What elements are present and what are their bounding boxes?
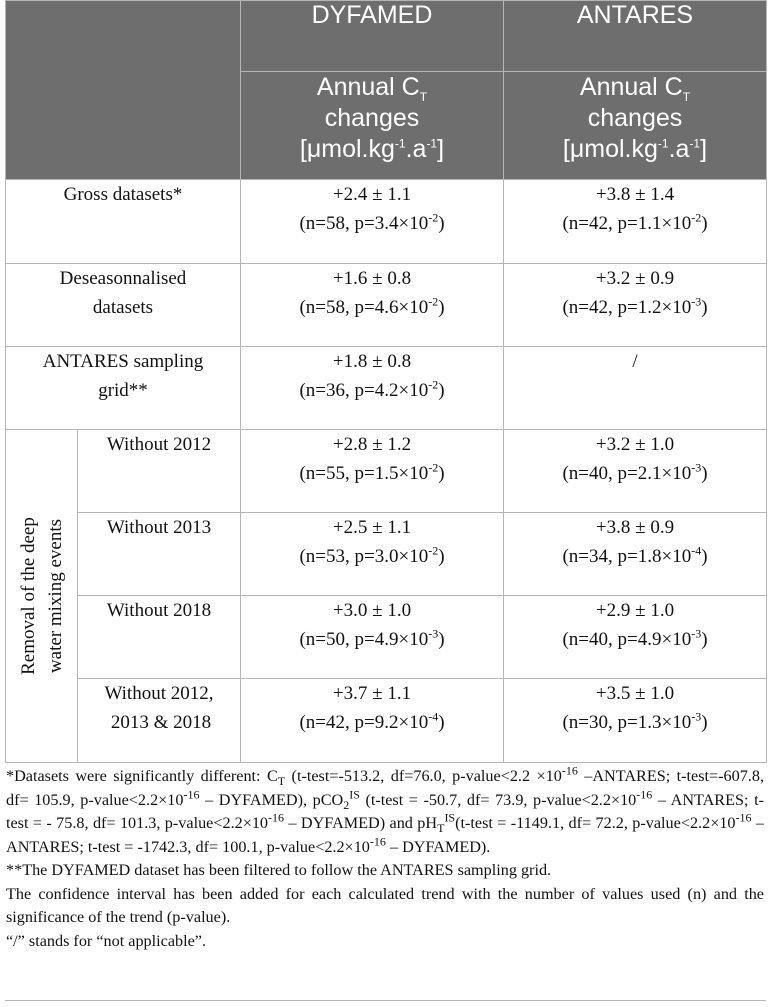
cell-antares: +2.9 ± 1.0 (n=40, $p=4.9\times 10^{-3}$): [504, 596, 767, 679]
group-label-vertical: Removal of the deep water mixing events: [6, 430, 78, 763]
table-row-without-2013: [6, 513, 767, 596]
row-label: Without 2018: [78, 596, 241, 679]
bottom-rule: [5, 1000, 766, 1001]
table-row-without-2018: [6, 596, 767, 679]
ct-trend-table: [5, 0, 767, 763]
cell-antares: +3.5 ± 1.0 (n=30, $p=1.3\times 10^{-3}$): [504, 679, 767, 763]
header-row-sites: [6, 1, 767, 72]
cell-antares: +3.2 ± 0.9 (n=42, $p=1.2\times 10^{-3}$): [504, 264, 767, 347]
cell-dyfamed: +1.8 ± 0.8 (n=36, $p=4.2\times 10^{-2}$): [241, 347, 504, 430]
header-corner: [6, 1, 241, 180]
header-dyfamed: DYFAMED: [241, 1, 504, 72]
footnote-significance: *Datasets were significantly different: $C_T$ (t-test=-513.2, df=76.0, p-value<2.2 $\times 10^{-16}$ –ANTARES; t-test=-607.8, df= 105.9, $p-value<2.2\times 10^{-16}$ – DYFAMED), pCO$_2^{IS}$ (t-test = -50.7, df= 73.9, $p-value<2.2\times 10^{-16}$ – ANTARES; t-test = - 75.8, df= 101.3, $p-value<2.2\times 10^{-16}$ – DYFAMED) and $pH_T^{IS}(t$-test = -1149.1, df= 72.2, $p-value<2.2\times 10^{-16}$ – ANTARES; t-test = -1742.3, df= 100.1, $p-value<2.2\times 10^{-16}$ – DYFAMED).: [6, 763, 765, 856]
cell-dyfamed: +2.8 ± 1.2 (n=55, $p=1.5\times 10^{-2}$): [241, 430, 504, 513]
cell-dyfamed: +2.4 ± 1.1 (n=58, $p=3.4\times 10^{-2}$): [241, 180, 504, 264]
row-label: Without 2012: [78, 430, 241, 513]
cell-dyfamed: +3.7 ± 1.1 (n=42, $p=9.2\times 10^{-4}$): [241, 679, 504, 763]
cell-dyfamed: +2.5 ± 1.1 (n=53, $p=3.0\times 10^{-2}$): [241, 513, 504, 596]
cell-antares: +3.8 ± 1.4 (n=42, $p=1.1\times 10^{-2}$): [504, 180, 767, 264]
cell-antares: /: [504, 347, 767, 430]
cell-antares: +3.2 ± 1.0 (n=40, $p=2.1\times 10^{-3}$): [504, 430, 767, 513]
row-label: Without 2013: [78, 513, 241, 596]
footnote-confidence: The confidence interval has been added for each calculated trend with the number of values used (n) and the significance of the trend (p-value).: [6, 884, 764, 926]
table-footnotes: [6, 765, 764, 953]
header-antares: ANTARES: [504, 1, 767, 72]
header-unit-antares: Annual $C_T$ changes $[\mu mol.kg^{-1}.a^{-1}]$: [504, 72, 767, 180]
row-label: Gross datasets*: [6, 180, 241, 264]
table-row-deseasonnalised: [6, 264, 767, 347]
footnote-not-applicable: “/” stands for “not applicable”.: [6, 931, 207, 950]
row-label: Deseasonnalised datasets: [6, 264, 241, 347]
table-row-without-2012: [6, 430, 767, 513]
table-row-gross: [6, 180, 767, 264]
cell-dyfamed: +1.6 ± 0.8 (n=58, $p=4.6\times 10^{-2}$): [241, 264, 504, 347]
cell-dyfamed: +3.0 ± 1.0 (n=50, $p=4.9\times 10^{-3}$): [241, 596, 504, 679]
row-label: Without 2012, 2013 & 2018: [78, 679, 241, 763]
results-table-wrapper: [5, 0, 766, 763]
cell-antares: +3.8 ± 0.9 (n=34, $p=1.8\times 10^{-4}$): [504, 513, 767, 596]
row-label: ANTARES sampling grid**: [6, 347, 241, 430]
header-unit-dyfamed: Annual $C_T$ changes $[\mu mol.kg^{-1}.a^{-1}]$: [241, 72, 504, 180]
table-row-sampling-grid: [6, 347, 767, 430]
table-row-without-all: [6, 679, 767, 763]
footnote-sampling-grid: **The DYFAMED dataset has been filtered to follow the ANTARES sampling grid.: [6, 861, 552, 879]
